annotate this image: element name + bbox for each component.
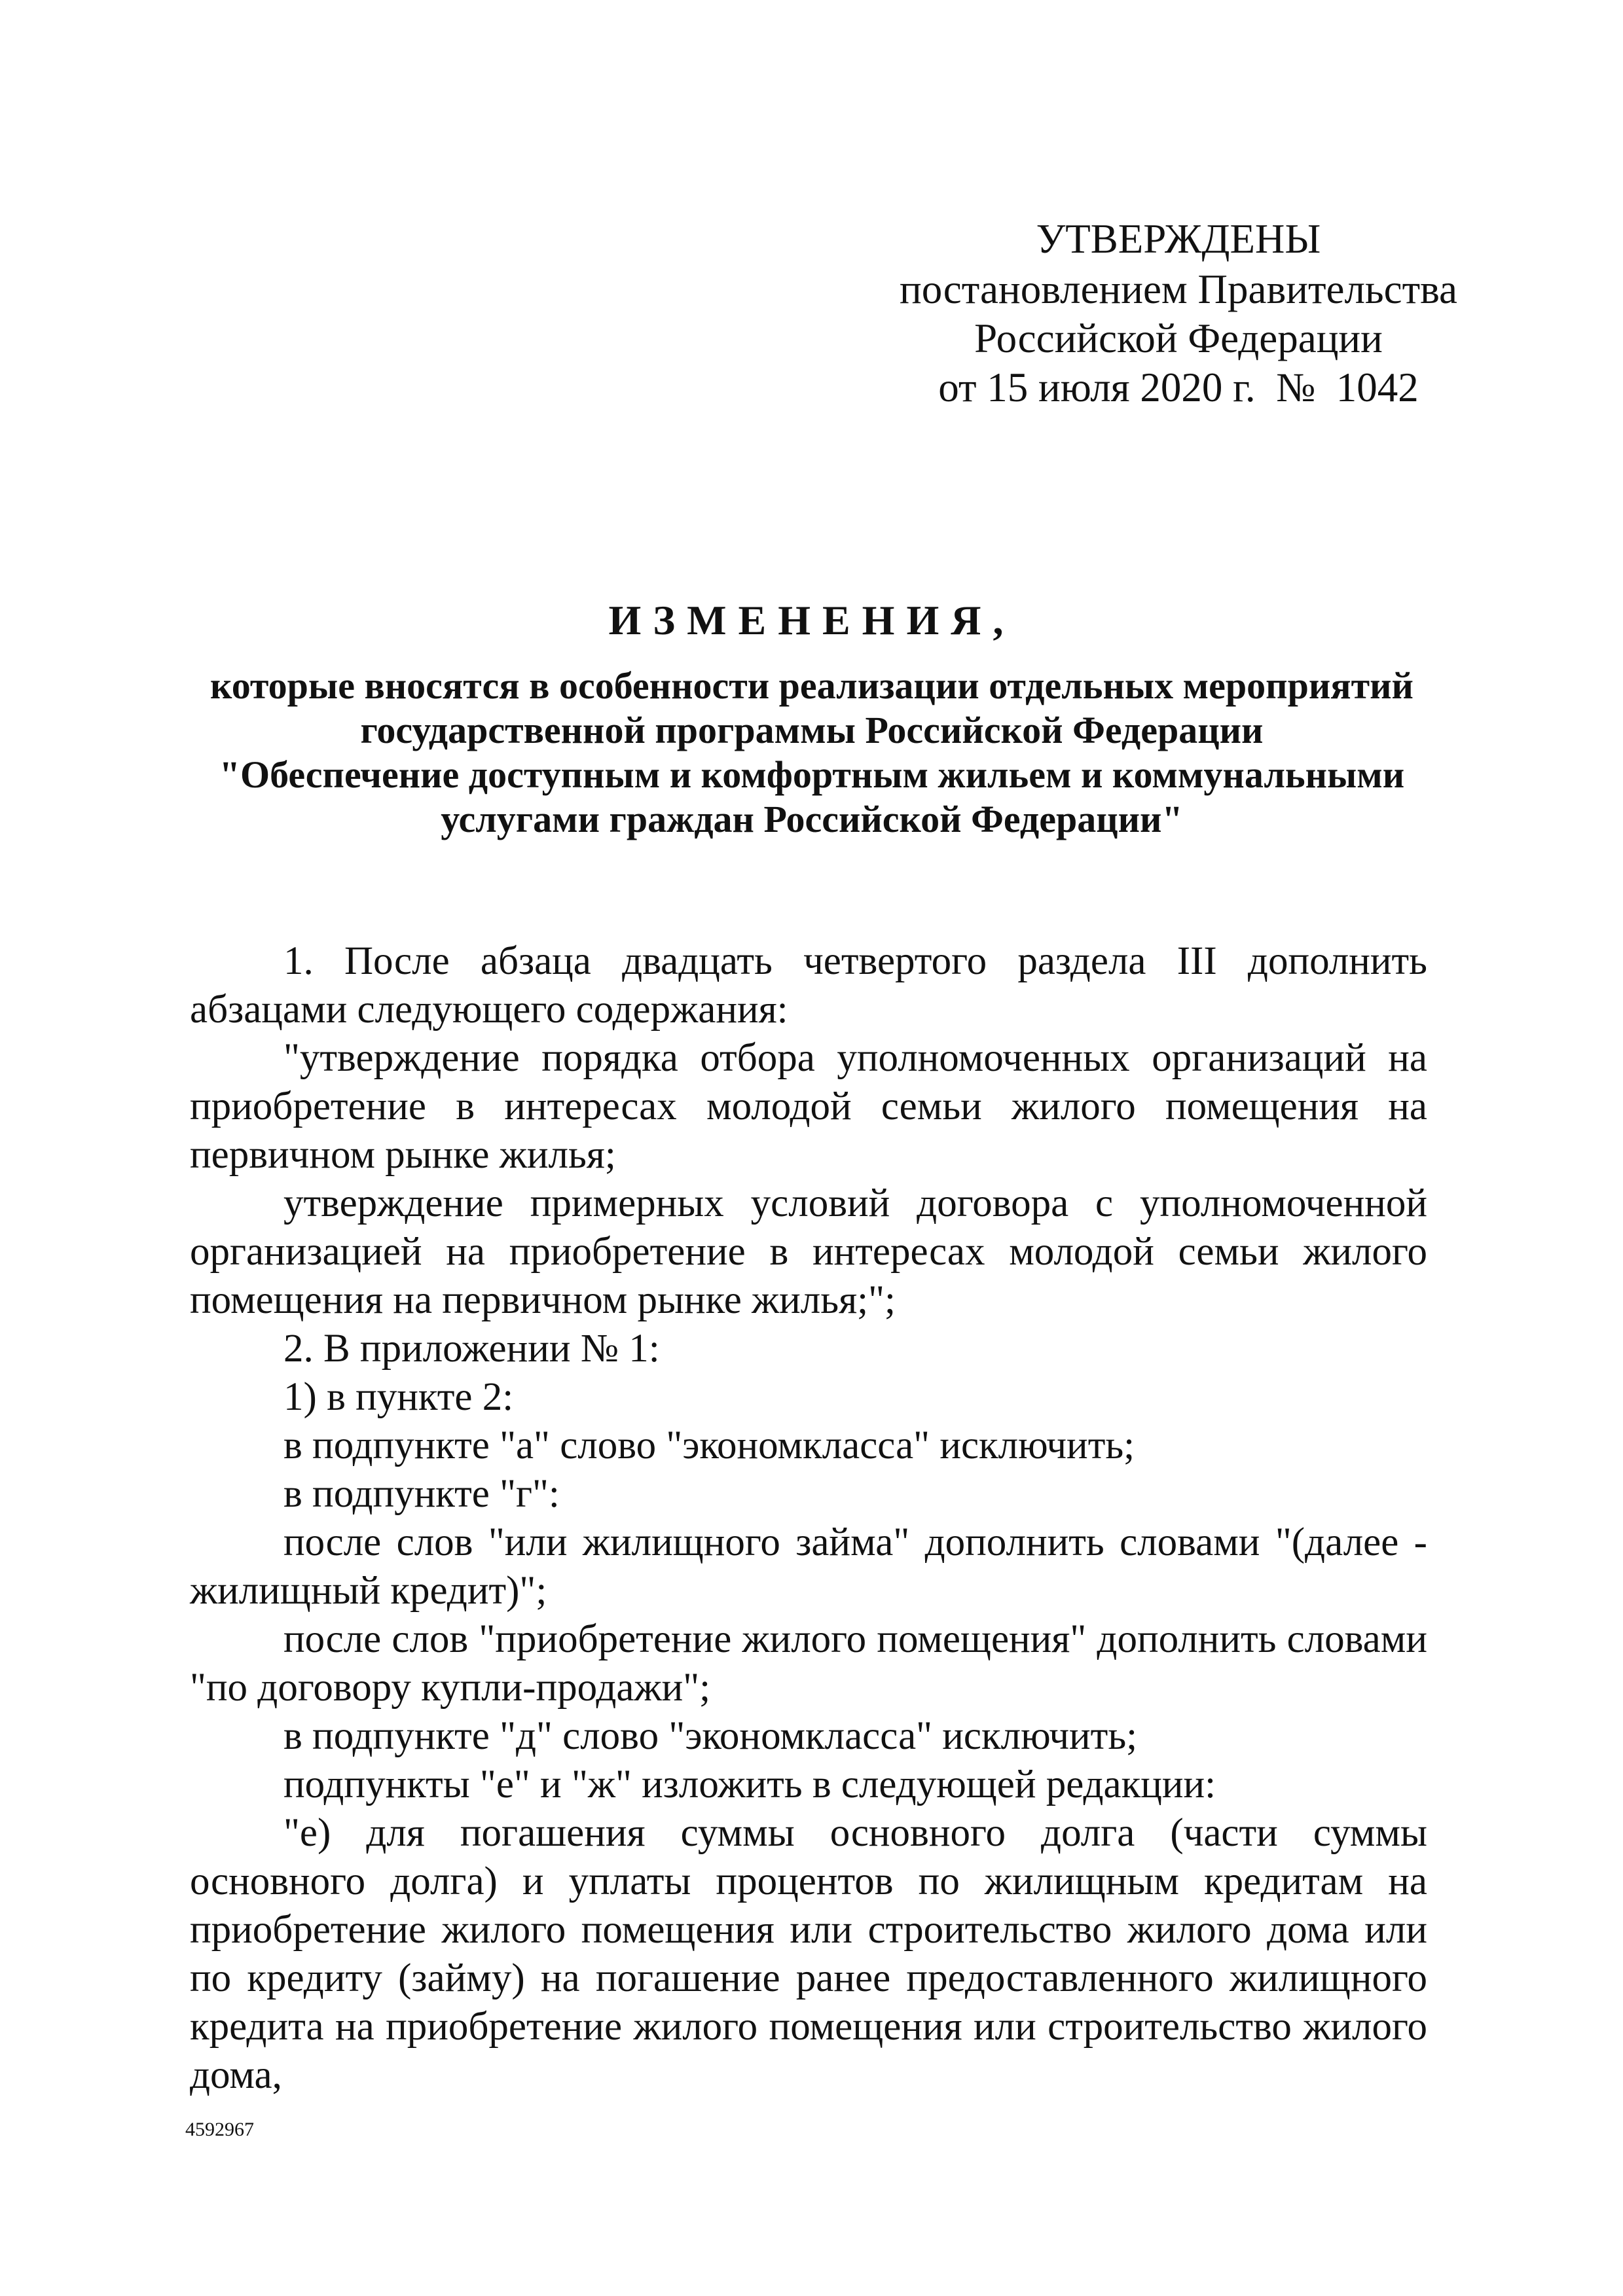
document-code: 4592967 bbox=[185, 2119, 254, 2140]
paragraph: 1. После абзаца двадцать четвертого раздела III дополнить абзацами следующего содержания: bbox=[190, 939, 1427, 1031]
paragraph: в подпункте "а" слово "экономкласса" исключить; bbox=[283, 1424, 1135, 1467]
subtitle-line: государственной программы Российской Федерации bbox=[360, 709, 1264, 751]
approval-date-number: от 15 июля 2020 г. № 1042 bbox=[938, 365, 1419, 410]
paragraph: подпункты "е" и "ж" изложить в следующей редакции: bbox=[283, 1763, 1216, 1806]
paragraph: "е) для погашения суммы основного долга (части суммы основного долга) и уплаты процентов по жилищным кредитам на приобретение жилого помещения или строительство жилого дома или по кредиту (займу) на погашение ранее предоставленного жилищного кредита на приобретение жилого помещения или строительство жилого дома, bbox=[190, 1811, 1427, 2097]
approval-line: Российской Федерации bbox=[974, 315, 1383, 361]
paragraph: в подпункте "г": bbox=[283, 1472, 560, 1516]
paragraph: 2. В приложении № 1: bbox=[283, 1327, 660, 1371]
paragraph: в подпункте "д" слово "экономкласса" исключить; bbox=[283, 1714, 1138, 1758]
document-subtitle bbox=[157, 664, 1467, 842]
paragraph: после слов "приобретение жилого помещения" дополнить словами "по договору купли-продажи"; bbox=[190, 1617, 1427, 1710]
subtitle-line: услугами граждан Российской Федерации" bbox=[441, 798, 1183, 840]
approval-line: постановлением Правительства bbox=[899, 266, 1457, 312]
paragraph: "утверждение порядка отбора уполномоченных организаций на приобретение в интересах молодой семьи жилого помещения на первичном рынке жилья; bbox=[190, 1036, 1427, 1177]
paragraph: утверждение примерных условий договора с уполномоченной организацией на приобретение в интересах молодой семьи жилого помещения на первичном рынке жилья;"; bbox=[190, 1181, 1427, 1322]
document-body bbox=[190, 937, 1427, 2100]
subtitle-line: которые вносятся в особенности реализации отдельных мероприятий bbox=[210, 664, 1413, 707]
paragraph: после слов "или жилищного займа" дополнить словами "(далее - жилищный кредит)"; bbox=[190, 1520, 1427, 1613]
document-title: ИЗМЕНЕНИЯ, bbox=[608, 597, 1015, 643]
subtitle-line: "Обеспечение доступным и комфортным жильем и коммунальными bbox=[219, 753, 1405, 796]
approval-block bbox=[851, 215, 1506, 412]
approval-title: УТВЕРЖДЕНЫ bbox=[1036, 216, 1321, 262]
paragraph: 1) в пункте 2: bbox=[283, 1375, 514, 1419]
